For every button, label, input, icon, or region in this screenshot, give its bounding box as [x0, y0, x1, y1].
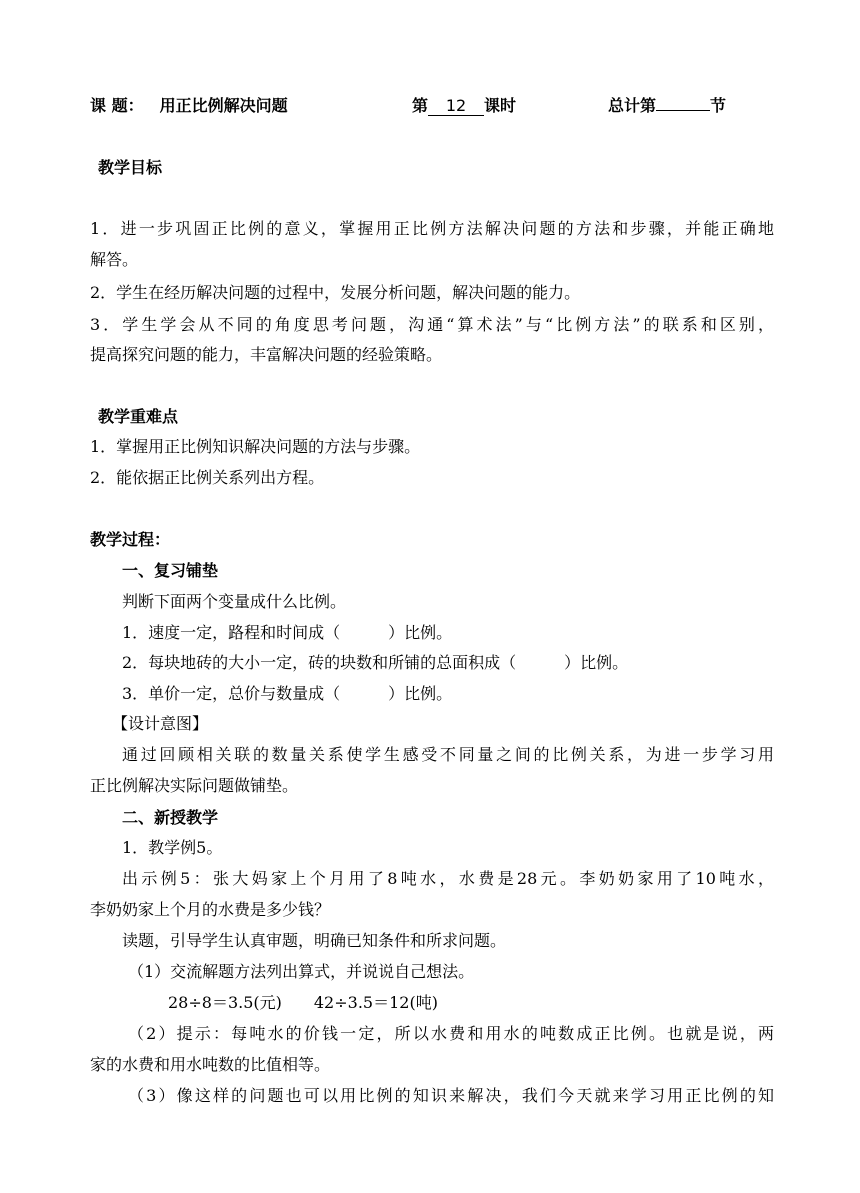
- teaching-line: 1．教学例5。: [122, 838, 223, 857]
- objective-line: 解答。: [90, 250, 139, 269]
- key-point-line: 1．掌握用正比例知识解决问题的方法与步骤。: [90, 437, 421, 456]
- total-count-value: [656, 110, 710, 111]
- topic-label: 课 题：: [90, 96, 144, 115]
- key-points-heading: 教学重难点: [98, 407, 179, 426]
- objective-line: 1．进一步巩固正比例的意义，掌握用正比例方法解决问题的方法和步骤，并能正确地: [90, 219, 774, 238]
- review-line: 3．单价一定，总价与数量成（ ）比例。: [122, 684, 453, 703]
- key-point-line: 2．能依据正比例关系列出方程。: [90, 468, 325, 487]
- review-line: 判断下面两个变量成什么比例。: [122, 592, 347, 611]
- teaching-line: 出示例5：张大妈家上个月用了8吨水，水费是28元。李奶奶家用了10吨水，: [122, 869, 774, 888]
- section-new-teaching-title: 二、新授教学: [122, 808, 219, 827]
- formula-line: 28÷8＝3.5(元) 42÷3.5＝12(吨): [168, 993, 438, 1012]
- lesson-number-value: 12: [428, 97, 484, 116]
- objective-line: 2．学生在经历解决问题的过程中，发展分析问题，解决问题的能力。: [90, 283, 581, 302]
- review-line: 1．速度一定，路程和时间成（ ）比例。: [122, 623, 453, 642]
- design-intent-text: 正比例解决实际问题做铺垫。: [90, 776, 299, 795]
- design-intent-label: 【设计意图】: [112, 714, 209, 733]
- design-intent-text: 通过回顾相关联的数量关系使学生感受不同量之间的比例关系，为进一步学习用: [122, 745, 774, 764]
- section-review-title: 一、复习铺垫: [122, 561, 219, 580]
- process-heading: 教学过程：: [90, 530, 171, 549]
- teaching-line: 家的水费和用水吨数的比值相等。: [90, 1055, 331, 1074]
- topic-title: 用正比例解决问题: [159, 96, 288, 115]
- teaching-line: （3）像这样的问题也可以用比例的知识来解决，我们今天就来学习用正比例的知: [128, 1086, 774, 1105]
- review-line: 2．每块地砖的大小一定，砖的块数和所铺的总面积成（ ）比例。: [122, 653, 629, 672]
- teaching-line: （1）交流解题方法列出算式，并说说自己想法。: [128, 962, 475, 981]
- teaching-line: 李奶奶家上个月的水费是多少钱？: [90, 900, 331, 919]
- total-count: 总计第 节: [608, 96, 727, 115]
- header-row: [90, 96, 288, 116]
- objective-line: 3．学生学会从不同的角度思考问题，沟通“算术法”与“比例方法”的联系和区别，: [90, 315, 774, 334]
- teaching-line: （2）提示：每吨水的价钱一定，所以水费和用水的吨数成正比例。也就是说，两: [128, 1024, 774, 1043]
- teaching-line: 读题，引导学生认真审题，明确已知条件和所求问题。: [122, 931, 507, 950]
- objective-line: 提高探究问题的能力，丰富解决问题的经验策略。: [90, 345, 443, 364]
- objectives-heading: 教学目标: [98, 158, 163, 177]
- lesson-number: 第 12 课时: [412, 96, 517, 115]
